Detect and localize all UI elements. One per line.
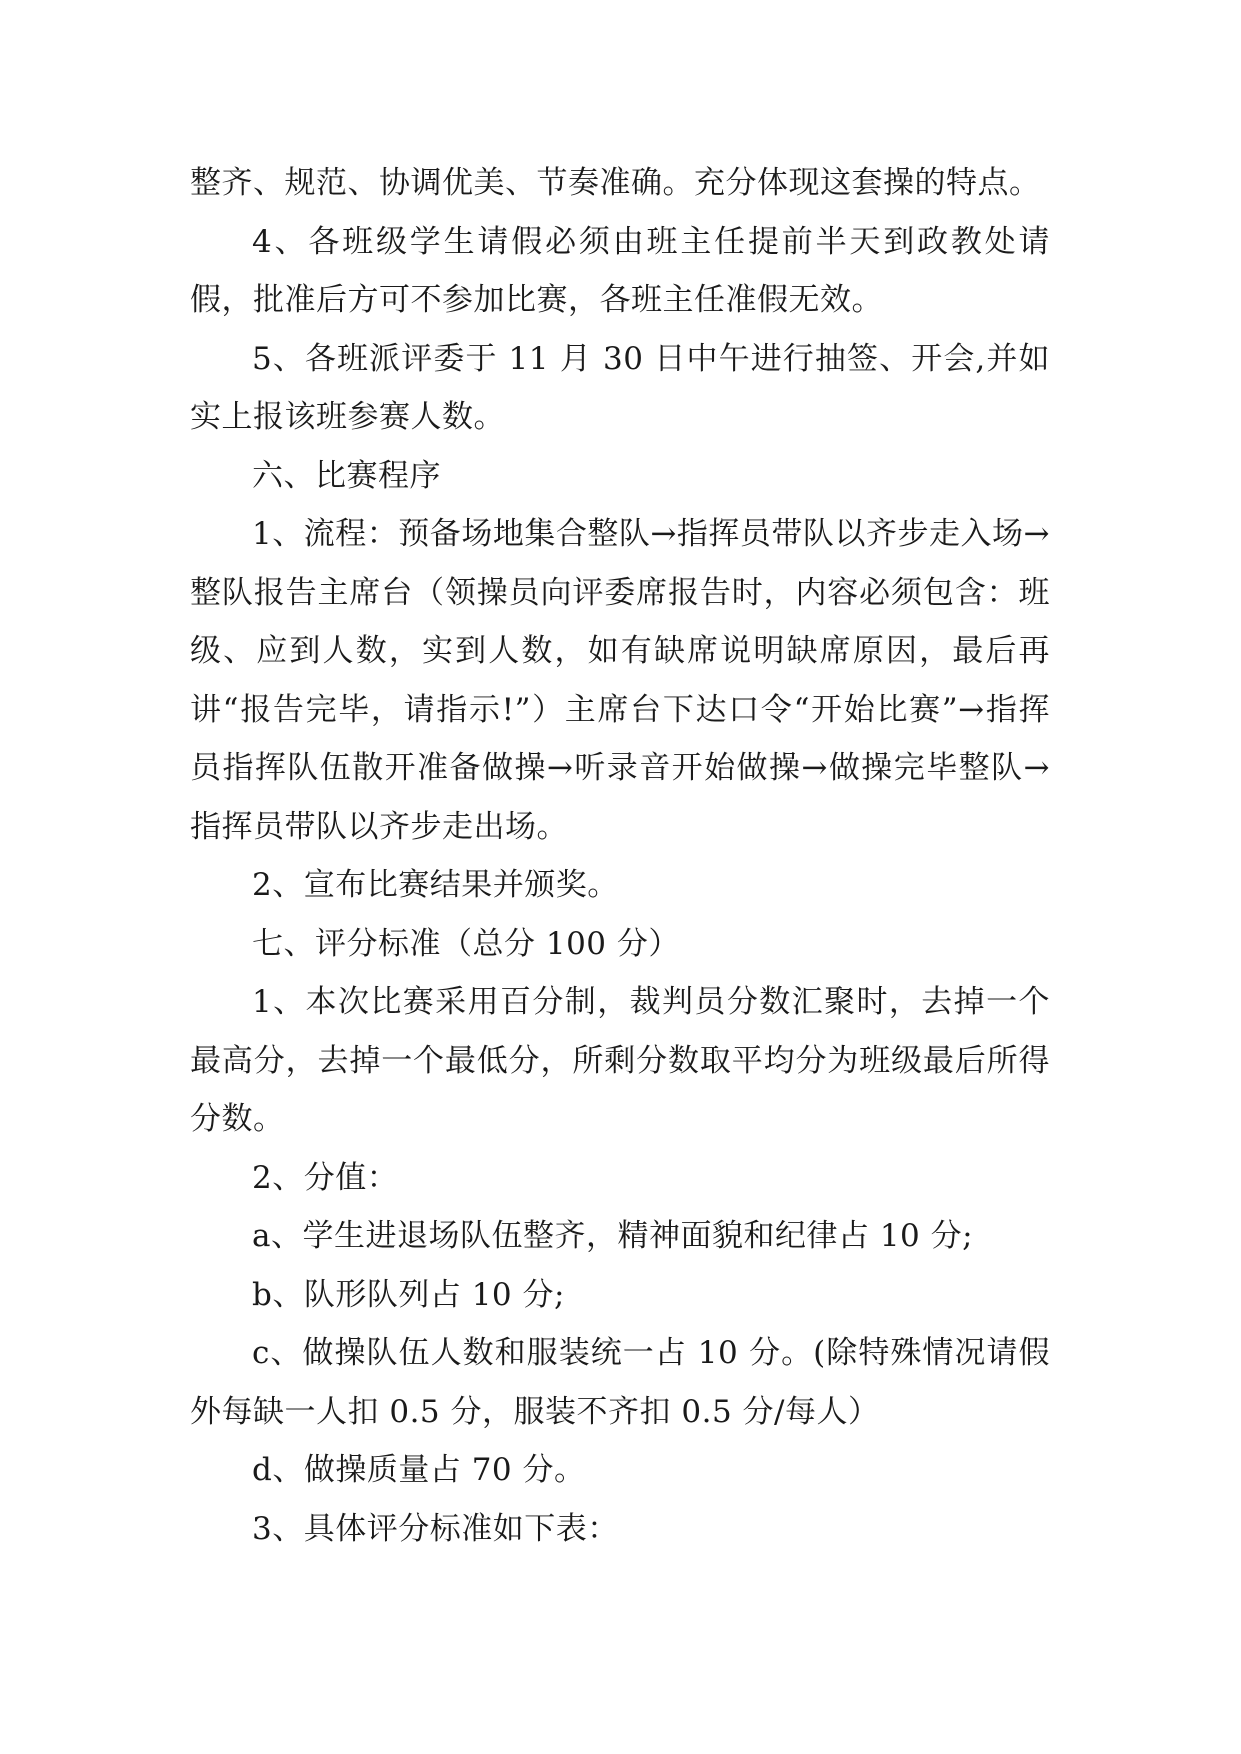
paragraph-continuation: 整齐、规范、协调优美、节奏准确。充分体现这套操的特点。 xyxy=(190,165,1041,201)
paragraph-item-a: a、学生进退场队伍整齐，精神面貌和纪律占 10 分; xyxy=(252,1218,974,1254)
paragraph-table-intro: 3、具体评分标准如下表： xyxy=(252,1510,619,1547)
paragraph-scoring-method: 1、本次比赛采用百分制，裁判员分数汇聚时，去掉一个最高分，去掉一个最低分，所剩分数取平均分为班级最后所得分数。 xyxy=(190,984,1050,1137)
paragraph-item-d: d、做操质量占 70 分。 xyxy=(252,1452,586,1488)
paragraph-judges-draw: 5、各班派评委于 11 月 30 日中午进行抽签、开会,并如实上报该班参赛人数。 xyxy=(190,340,1050,435)
paragraph-leave-rule: 4、各班级学生请假必须由班主任提前半天到政教处请假，批准后方可不参加比赛，各班主任准假无效。 xyxy=(190,223,1050,318)
section-heading-scoring: 七、评分标准（总分 100 分） xyxy=(252,925,680,962)
paragraph-item-b: b、队形队列占 10 分; xyxy=(252,1276,565,1313)
paragraph-awards: 2、宣布比赛结果并颁奖。 xyxy=(252,867,619,903)
document-body xyxy=(190,154,1050,1558)
paragraph-item-c: c、做操队伍人数和服装统一占 10 分。(除特殊情况请假外每缺一人扣 0.5 分，服装不齐扣 0.5 分/每人） xyxy=(190,1335,1050,1430)
paragraph-process-flow: 1、流程：预备场地集合整队→指挥员带队以齐步走入场→整队报告主席台（领操员向评委席报告时，内容必须包含：班级、应到人数，实到人数，如有缺席说明缺席原因，最后再讲“报告完毕，请指示!”）主席台下达口令“开始比赛”→指挥员指挥队伍散开准备做操→听录音开始做操→做操完毕整队→指挥员带队以齐步走出场。 xyxy=(190,516,1050,845)
paragraph-score-values: 2、分值： xyxy=(252,1159,399,1196)
section-heading-procedure: 六、比赛程序 xyxy=(252,457,441,494)
